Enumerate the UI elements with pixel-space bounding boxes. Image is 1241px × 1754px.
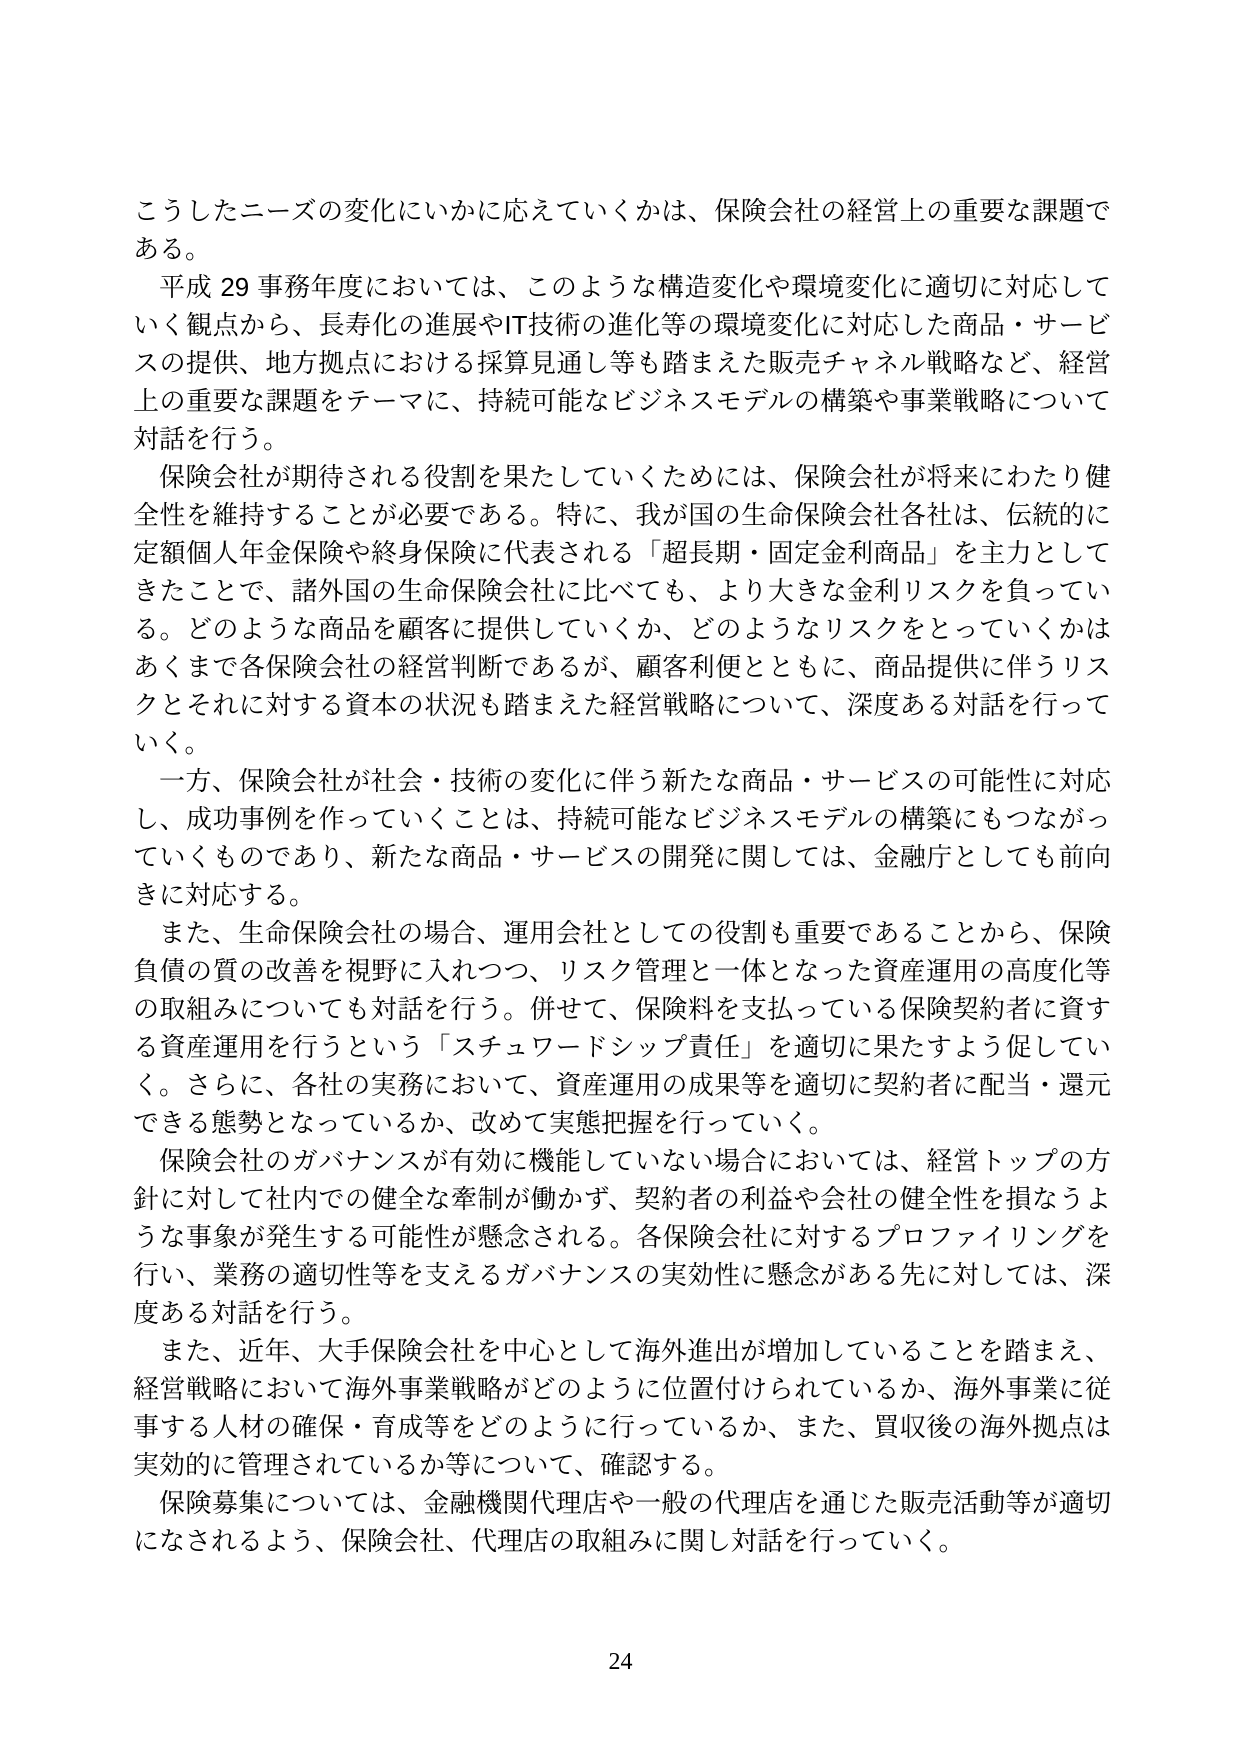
paragraph-new-products-fsa-response: 一方、保険会社が社会・技術の変化に伴う新たな商品・サービスの可能性に対応し、成功事例を作っていくことは、持続可能なビジネスモデルの構築にもつながっていくものであり、新たな商品・サービスの開発に関しては、金融庁としても前向きに対応する。 (133, 766, 1111, 910)
page-number: 24 (608, 1649, 633, 1675)
paragraph-governance: 保険会社のガバナンスが有効に機能していない場合においては、経営トップの方針に対して社内での健全な牽制が働かず、契約者の利益や会社の健全性を損なうような事象が発生する可能性が懸念される。各保険会社に対するプロファイリングを行い、業務の適切性等を支えるガバナンスの実効性に懸念がある先に対しては、深度ある対話を行う。 (133, 1146, 1111, 1328)
paragraph-insurance-solicitation: 保険募集については、金融機関代理店や一般の代理店を通じた販売活動等が適切になされるよう、保険会社、代理店の取組みに関し対話を行っていく。 (133, 1488, 1111, 1556)
paragraph-asset-management-stewardship: また、生命保険会社の場合、運用会社としての役割も重要であることから、保険負債の質の改善を視野に入れつつ、リスク管理と一体となった資産運用の高度化等の取組みについても対話を行う。併せて、保険料を支払っている保険契約者に資する資産運用を行うという「スチュワードシップ責任」を適切に果たすよう促していく。さらに、各社の実務において、資産運用の成果等を適切に契約者に配当・還元できる態勢となっているか、改めて実態把握を行っていく。 (133, 918, 1111, 1138)
paragraph-heisei29-themes: 平成 29 事務年度においては、このような構造変化や環境変化に適切に対応していく観点から、長寿化の進展やIT技術の進化等の環境変化に対応した商品・サービスの提供、地方拠点における採算見通し等も踏まえた販売チャネル戦略など、経営上の重要な課題をテーマに、持続可能なビジネスモデルの構築や事業戦略について対話を行う。 (133, 272, 1111, 454)
paragraph-overseas-expansion: また、近年、大手保険会社を中心として海外進出が増加していることを踏まえ、経営戦略において海外事業戦略がどのように位置付けられているか、海外事業に従事する人材の確保・育成等をどのように行っているか、また、買収後の海外拠点は実効的に管理されているか等について、確認する。 (133, 1336, 1111, 1480)
paragraph-soundness-interest-risk: 保険会社が期待される役割を果たしていくためには、保険会社が将来にわたり健全性を維持することが必要である。特に、我が国の生命保険会社各社は、伝統的に定額個人年金保険や終身保険に代表される「超長期・固定金利商品」を主力としてきたことで、諸外国の生命保険会社に比べても、より大きな金利リスクを負っている。どのような商品を顧客に提供していくか、どのようなリスクをとっていくかはあくまで各保険会社の経営判断であるが、顧客利便とともに、商品提供に伴うリスクとそれに対する資本の状況も踏まえた経営戦略について、深度ある対話を行っていく。 (133, 462, 1111, 758)
paragraph-needs-change: こうしたニーズの変化にいかに応えていくかは、保険会社の経営上の重要な課題である。 (133, 196, 1111, 264)
document-body (133, 192, 1111, 1560)
